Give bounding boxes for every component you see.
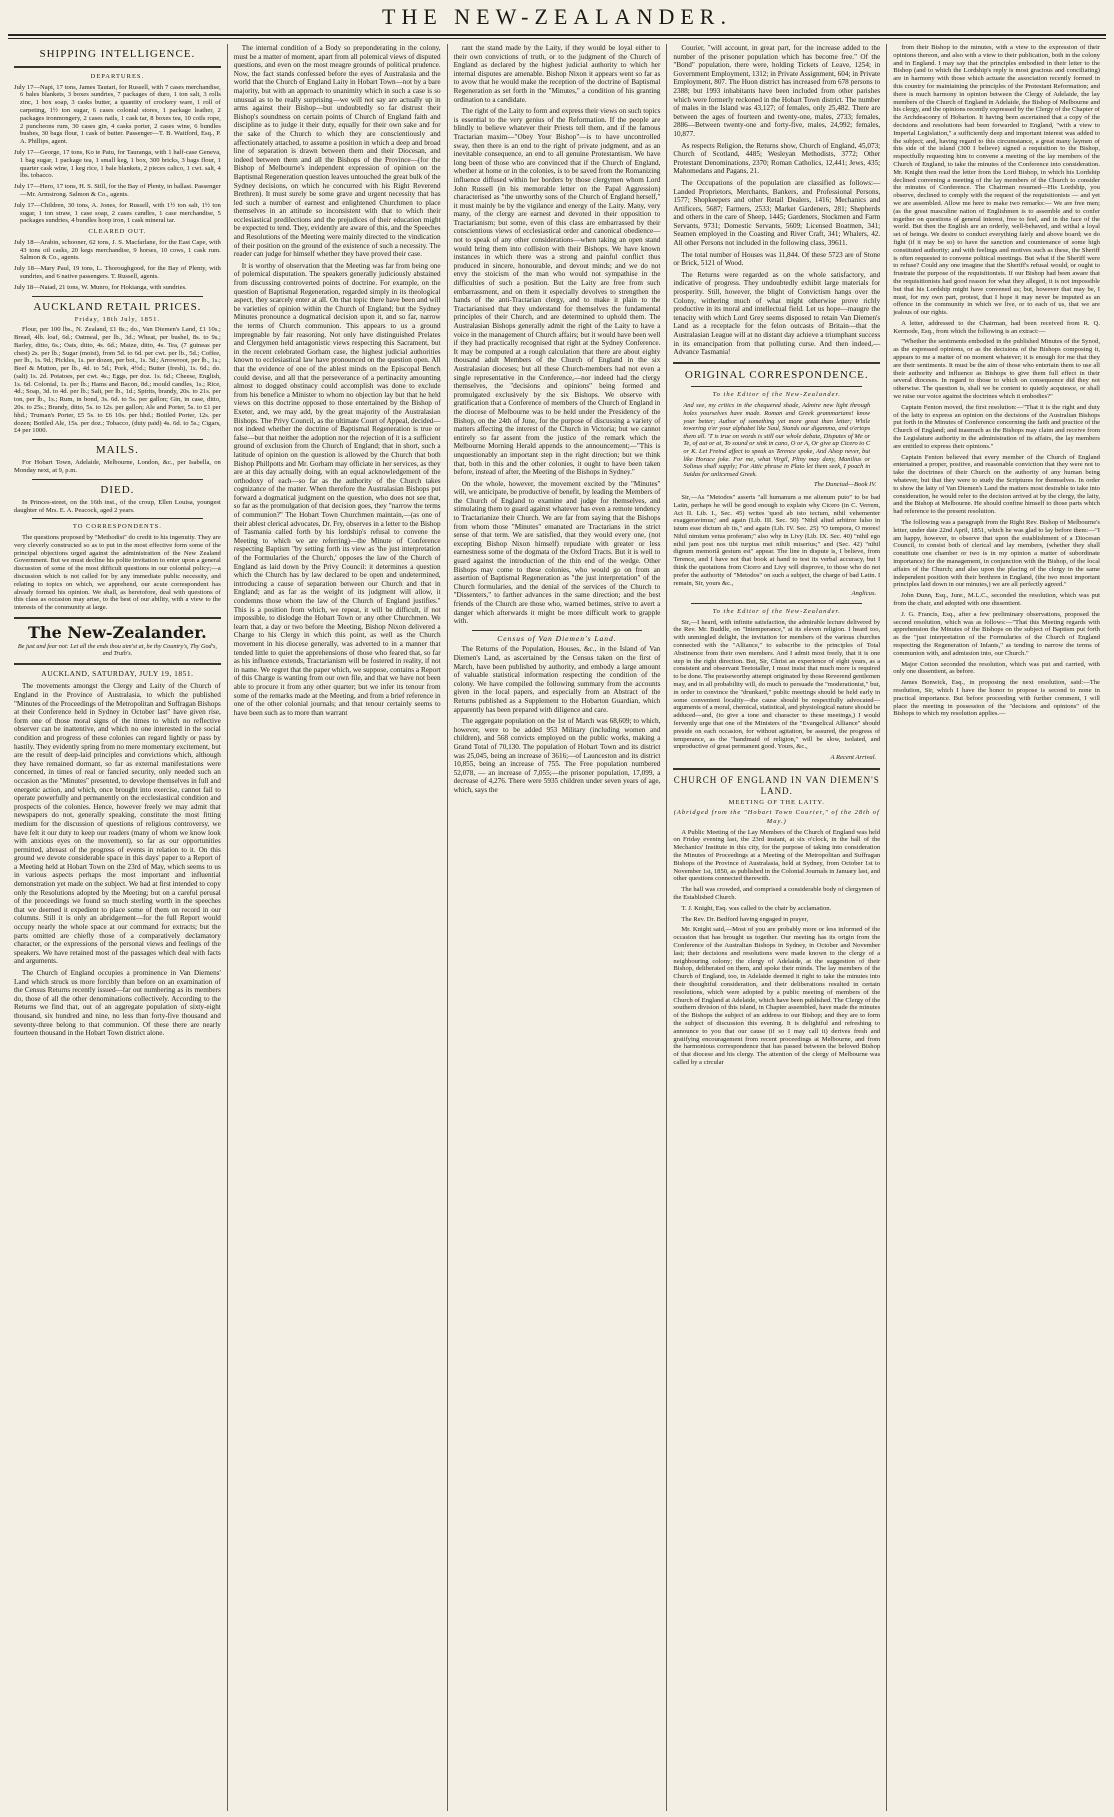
census-paragraph: The aggregate population on the 1st of March was 68,609; to which, however, were to be added 953 Military (including women and children), and 568 convicts employed on the public works, making a Grand Total of 70,130. The population of Hobart Town and its district was 25,045, being an increase of 3616;—of Launceston and its district 10,855, being an increase of 755. The Free population numbered 52,078, — an increase of 7,055;—the prisoner population, 17,099, a decrease of 4,276. There were 5935 children under seven years of age, which, says the	[453, 717, 661, 794]
epigraph-verse: And see, my critics in the chequered shade, Admire new light through holes yourselves have made. Roman and Greek grammarians! know your better; Author of something yet more great than letter; While towering o'er your alphabet like Saul, Stands our digamma, and o'ertops them all. 'T is true on words is still our whole debate, Disputes of Me or Te, of aut or at, To sound or sink in cano, O or A, Or give up Cicero to C or K. Let Freind affect to speak as Terence spoke, And Alsop never, but like Horace joke. For me, what Virgil, Pliny may deny, Manilius or Solinus shall supply; For Attic phrase in Plato let them seek, I poach in Suidas for unlicensed Greek.	[683, 402, 871, 478]
column-1	[8, 44, 228, 1811]
departure-entry: July 17—Napi, 17 tons, James Tautari, for Russell, with 7 cases merchandise, 6 bales blankets, 3 boxes sundries, 7 packages of duro, 1 ton salt, 3 rolls zinc, 1 box soap, 3 casks butter, a quantity of crockery ware, 1 roll of carpeting, 1½ ton sugar, 6 cases colonial stores, 1 package leather, 2 packages ironmongery, 2 cases nails, 1 cask tar, 8 boxes tea, 10 coils rope, 2 puncheons rum, 30 cases gin, 4 casks porter, 2 cases wine, 6 bundles bushes, 30 bags flour, 1 cask of butter. Passenger—T. B. Waitford, Esq., P. A. Phillips, agent.	[14, 83, 221, 146]
leader-paragraph: The internal condition of a Body so preponderating in the colony, must be a matter of moment, apart from all polemical views of disputed questions, and even on the most meagre grounds of political prudence. Now, the fact stands confessed before the eyes of Australasia and the world that the Church of England Laity in Hobart Town—not by a bare majority, but with an approach to unanimity which in such a case is so unusual as to be really surprising—we will not say are actually up in arms against their Bishop—but undoubtedly so far distrust their Bishop's soundness on certain points of Church of England faith and discipline as to judge it their duty, equally for their own sake and for the sake of the Church to which they are conscientiously and affectionately attached, to assume a position in which a deep and broad line of separation is drawn between them and their Diocesan, and indeed between them and all the Bishops of the Province—(for the Bishop of Melbourne's independent expression of opinion on the Baptismal Regeneration question leaves untouched the great bulk of the Sydney decisions, on which he concurred with his Right Reverend Brethren). It must surely be some grave and urgent necessity that has led such a number of earnest and enlightened Churchmen to place themselves in an attitude so inconsistent with that to which their ecclesiastical predilections and the prejudices of their education might be expected to tend. They, evidently are aware of this, and the Speeches and Resolutions of the Meeting were mainly directed to the vindication of their position on the ground of the existence of such a necessity. The reader can judge for himself whether they have proved their case.	[233, 44, 441, 259]
column-2	[228, 44, 448, 1811]
report-paragraph: A letter, addressed to the Chairman, had been received from R. Q. Kermode, Esq., from which the following is an extract:—	[893, 319, 1100, 335]
paper-motto: Be just and fear not: Let all the ends thou aim'st at, be thy Country's, Thy God's, and Truth's.	[17, 643, 217, 658]
masthead: THE NEW-ZEALANDER.	[382, 4, 732, 29]
report-paragraph: Mr. Knight said,—Most of you are probably more or less informed of the occasion that has brought us together. Our meeting has its origin from the Conference of the Australian Bishops in Sydney, in October and November last; their decisions and resolutions were made known to the clergy of a neighbouring colony; the clergy of Adelaide, at the suggestion of their Bishop, deliberated on them, and spoke their minds. The lay members of the Church of England, too, in Adelaide deemed it right to take the minutes into their thoughtful consideration, and their deliberations resulted in certain resolutions, which were adopted by a public meeting of members of the Church of England at Adelaide, which have been published. The Clergy of the southern division of this island, in Chapter assembled, have made the minutes of the Bishops the subject of an address to our Bishop; and they are to form the subject of discussion this evening. It is delightful and refreshing to announce to you that our cause (if so I may call it) derives fresh and gratifying encouragement from recent proceedings at Melbourne, and from the harmonious correspondence that has passed between the beloved Bishop of that diocese and his clergy. The attention of the clergy of Melbourne was called by a circular	[673, 926, 881, 1066]
divider	[32, 439, 203, 440]
letter-body: Sir,—As "Metodos" asserts "all humanum a me alienum puto" to be bad Latin, perhaps he will be good enough to explain why Cicero (in C. Verrem, Act II. Lib. I., Sec. 45) writes 'quod ab isto tectum, nihil vehementer exaggeravimus;' and again (Lib. III. Sec. 50) "Nihil aliud arbitror falso in istum esse dictum ab iis," and again (Lib. IV. Sec. 25) "O tempora, O mores! Nihil nimium vetus proferam;" also why in Livy (Lib. IX. Sec. 40) "nihil ego nihil jam post nos tibi turpius mei nihili miserius;" and (Sec. 42) "nihil dignum memoriâ gestum est" appear. The line in dispute is, I believe, from Terence, and I have not that book at hand to test its verbal accuracy, but I think the quotations from Cicero and Livy will disprove, to those who do not prefer the authority of "Metodos" on such a subject, the charge of bad Latin. I remain, Sir, yours &c.,	[673, 493, 881, 587]
divider	[472, 630, 643, 631]
report-paragraph: "Whether the sentiments embodied in the published Minutes of the Synod, as the expressed opinions, or as the decisions of the Bishops composing it, appears to me a matter of no moment whatever; it is enough for me that they are their sentiments. It must be the aim of those who entertain them to use all their authority and influence as Bishops to give them full effect in their several dioceses. In regard to those to which on consequence did they not otherwise. The question is, shall we be content to quietly acquiesce, or shall we raise our voice against the doctrines which it embodies?"	[893, 338, 1100, 401]
letter-body: Sir,—I heard, with infinite satisfaction, the admirable lecture delivered by the Rev. Mr. Buddle, on "Intemperance," at its eleven religion. I heard too, with unmingled delight, the invitation for members of the various churches connected with the "Alliance," to subscribe to the principles of Total Abstinence from their own members. And I admit most freely, that it is one step in the right direction. But, Sir, Christ an experience of eight years, as a consistent and observant Teetotaller, I must insist that much more is required to be done. The praiseworthy attempt originated by those Reverend gentlemen may, and in all probability will, do much to persuade the "moderationist," but, in order to convince the "drunkard," public meetings should be held early in some convenient locality—the cause should be respectfully advocated—arguments of a moral, chemical, statistical, and physiological nature should be adduced—and, (to give a tone and character to these meetings,) I would fervently urge that one of the Ministers of the "Evangelical Alliance" should preside on each occasion, for without agitation, be assured, the progress of temperance, as the "handmaid of religion," will be slow, isolated, and unproductive of great permanent good. Yours, &c.,	[673, 618, 881, 751]
correspondents-text: The questions proposed by "Methodist" do credit to his ingenuity. They are very cleverly constructed so as to put in the most effective form some of the principal objections urged against the administration of the New Zealand Government. But we must decline his polite invitation to enter upon a general discussion of some of the most difficult questions in our colonial policy;—a discussion which is not called for by any immediate public necessity, and relating to topics on which, we apprehend, our acute correspondent has already formed his opinion. We shall, as heretofore, deal with questions of this class as occasion may arise, to the best of our ability, with a view to the interests of the community at large.	[14, 534, 221, 612]
report-paragraph: The Rev. Dr. Bedford having engaged in prayer,	[681, 915, 809, 923]
divider	[14, 66, 221, 68]
departure-entry: July 17—George, 17 tons, Ko te Patu, for Tauranga, with 1 half-case Geneva, 1 bag sugar, 1 package tea, 1 small keg, 1 box, 300 bricks, 3 bags flour, 1 quarter cask wine, 1 keg rice, 1 bale blankets, 2 pieces calico, 1 cwt. salt, 4 lbs. tobacco.	[14, 148, 221, 180]
divider	[673, 362, 880, 364]
leader-paragraph: The movements amongst the Clergy and Laity of the Church of England in the Province of Australasia, to which the published "Minutes of the Proceedings of the Metropolitan and Suffragan Bishops at their Conference held in Sydney in October last" have given rise, form one of those moral signs of the times to which no reflective observer can be inattentive, and which no one interested in the social condition and progress of these colonies can regard lightly or pass by hastily. They evidently spring from no mere momentary excitement, but are the result of deep-laid principles and convictions which, although they have remained dormant, so far as external manifestations were concerned, in times of real or fancied security, only needed such an occasion as the "Minutes" presented, to develope themselves in full and energetic action, and which, once brought into exercise, cannot fail to operate powerfully and permanently on the ecclesiastical condition and prospects of the colonies. Hence, however freely we may admit that newspapers do not, generally speaking, constitute the most fitting medium for the discussion of questions of religious controversy, we have felt it our duty to keep our readers (many of whom we know look with anxious eyes on the movement), so far as our opportunities permitted, abreast of the progress of events in relation to it. On this ground we devote considerable space in this days' paper to a Report of a Meeting held at Hobart Town on the 23rd of May, which seems to us in various aspects perhaps the most important and influential demonstration yet made on the subject. We had at first intended to copy only the Resolutions adopted by the Meeting; but on a careful perusal of the proceedings we found so much sterling worth in the speeches that we deemed it expedient to place some of them on record in our columns. Still it is only an abridgement—for the full Report would occupy nearly the whole space at our command for extracts; but the parts omitted are chiefly those of a comparatively declamatory character, or the expressions of the personal views and feelings of the speakers. We have retained most of the passages which deal with facts and arguments.	[14, 682, 221, 966]
letter-signature: Anglicus.	[851, 590, 877, 598]
cleared-entry: July 18—Naiad, 21 tons, W. Munro, for Hokianga, with sundries.	[14, 283, 187, 291]
census-paragraph: The total number of Houses was 11,844. Of these 5723 are of Stone or Brick, 5121 of Wood.	[673, 250, 881, 268]
died-heading: DIED.	[100, 483, 135, 496]
divider	[14, 663, 221, 665]
report-paragraph: Major Cotton seconded the resolution, which was put and carried, with only one dissentient, as before.	[893, 660, 1100, 676]
cleared-entry: July 18—Arabin, schooner, 62 tons, J. S. Macfarlane, for the East Cape, with 43 tons oil casks, 20 kegs merchandise, 9 horses, 10 cows, 1 cask rum. Salmon & Co., agents.	[14, 238, 221, 262]
letter-salutation: To the Editor of the New-Zealander.	[712, 608, 841, 616]
census-paragraph: As respects Religion, the Returns show, Church of England, 45,073; Church of Scotland, 4485; Wesleyan Methodists, 3772; Other Protestant Denominations, 2370; Roman Catholics, 12,441; Jews, 435; Mahomedans and Pagans, 21.	[673, 141, 881, 176]
letter-salutation: To the Editor of the New-Zealander.	[712, 390, 841, 398]
departure-entry: July 17—Hero, 17 tons, H. S. Still, for the Bay of Plenty, in ballast. Passenger—Mr. Armstrong. Salmon & Co., agents.	[14, 183, 221, 198]
census-paragraph: The Returns were regarded as on the whole satisfactory, and indicative of progress. They undoubtedly exhibit large materials for prosperity. Still, however, the blight of Convictism hangs over the Colony, withering much of what might otherwise prove richly productive in its moral and intellectual field. Let us hope—maugre the tenacity with which Lord Grey seems disposed to retain Van Diemen's Land as a receptacle for the felon outcasts of Britain—that the Australasian League will at no distant day achieve a triumphant success in its emancipation from that polluting curse. And then indeed,—Advance Tasmania!	[673, 270, 881, 357]
paper-dateline: AUCKLAND, SATURDAY, JULY 19, 1851.	[41, 668, 194, 678]
divider	[673, 768, 880, 770]
census-paragraph: The Occupations of the population are classified as follows:—Landed Proprietors, Merchants, Bankers, and Professional Persons, 1577; Shopkeepers and other Retail Dealers, 1416; Mechanics and Artificers, 5687; Farmers, 2533; Market Gardeners, 281; Shepherds and others in the care of Sheep, 1445; Gardeners, Stockmen and Farm Servants, 9731; Domestic Servants, 5609; Licensed Boatmen, 341; Seamen employed in the Coasting and River Craft, 341; Whalers, 42. All other Persons not included in the following class, 39611.	[673, 178, 881, 248]
divider	[32, 296, 203, 297]
report-paragraph: A Public Meeting of the Lay Members of the Church of England was held on Friday evening last, the 23rd instant, at six o'clock, in the hall of the Mechanics' Institute in this city, for the purpose of taking into consideration the Minutes of Proceedings at a Meeting of the Metropolitan and Suffragan Bishops of the Province of Australasia, held at Sydney, from October 1st to November 1st, 1850, as published in the Colonial Journals in January last, and other questions connected therewith.	[673, 828, 881, 883]
report-paragraph: J. G. Francis, Esq., after a few preliminary observations, proposed the second resolution, which was as follows:—"That this Meeting regards with apprehension the Minutes of the Bishops on the subject of Baptism put forth as the "just interpretation of the Formularies of the Church of England respecting the Regeneration of Infants," as tending to narrow the terms of communion with, and admission into, our Church."	[893, 610, 1100, 657]
died-text: In Princes-street, on the 16th inst., of the croup, Ellen Louisa, youngest daughter of Mrs. E. A. Peacock, aged 2 years.	[14, 498, 221, 514]
census-paragraph: Courier, "will account, in great part, for the increase added to the number of the prisoner population which has become free." Of the "Bond" population, there were, holding Tickets of Leave, 1254; in Government Employment, 1312; in Private Assignment, 604; in Private Employment, 807. The Huon district has increased from 678 persons to 2388; but 1993 inhabitants have been included from other parishes which were formerly reckoned in the Hobart Town district. The number of males in the Island was 43,127; of females, only 25,482. There are between the ages of fourteen and twenty-one, males, 2733; females, 2886—Between twenty-one and forty-five, males, 24,992; females, 10,877.	[673, 44, 881, 138]
report-paragraph: from their Bishop to the minutes, with a view to the expression of their opinions thereon, and also with a view to their publication, both in the colony and in England. I may say that the principles embodied in their letter to the Bishop (and to which the Lordship's reply is most gracious and conciliating) are in harmony with those which actuate the association recently formed in this country for maintaining the principles of the Protestant Reformation; and there is much harmony in opinion between the Clergy of Adelaide, the lay members of the Church of England in Adelaide, the Bishop of Melbourne and his clergy, and the opinions recently expressed by the Clergy of the Chapter of the Archdeaconry of Hobarton. It having been ascertained that a copy of the decisions and resolutions had been forwarded to England, "with a view to Imperial Legislation," a sufficiently deep and important interest was added to the subject; and, having regard to this circumstance, a great many laymen of this side of the island (300 I believe) signed a requisition to the Bishop, respectfully requesting him to convene a meeting of the lay members of the Church of England, to take the minutes of the Conference into consideration. Mr. Knight then read the letter from the Lord Bishop, in which his Lordship declined convening a meeting of the lay members of the Church to consider the minutes of Conference. The Chairman resumed—His Lordship, you observe, declined to comply with the request of the requisitionists — and yet we are assembled. Allow me here to make two remarks:— We are free men; (as the great masculine nation of Englishmen is to assemble and to confer together on questions of general interest, free to feel, and in the face of the world. But then the English are an orderly, well-behaved, and withal a loyal set of beings. We desire to conduct everything fairly and above board; we do fight (if it may be so) to have the sanction and countenance of some high constituted authority; and with feelings and motives such as these, the Sheriff is often requested to convene political meetings. But what if the Sheriff were to refuse? Could any one imagine that the Sheriff's refusal would, or ought to frustrate the purpose of the requisitionists. If our Bishop had been aware that the requisitionists had good reason for what they alleged, it is not impossible but that his Lordship might have convened us; but, however that may be, I must, for my own part, protest, that I hope it may never be imputed as an offence in the community in which we live, or to each of us, that we are jealous of our rights.	[893, 44, 1100, 317]
correspondents-heading: TO CORRESPONDENTS.	[72, 523, 162, 531]
letter-signature: A Recent Arrival.	[830, 754, 877, 762]
cleared-entry: July 18—Mary Paul, 19 tons, L. Thoroughgood, for the Bay of Plenty, with sundries, and 6 native passengers. T. Russell, agents.	[14, 265, 221, 280]
prices-text: Flour, per 100 lbs., N. Zealand, £1 8s.; do., Van Diemen's Land, £1 10s.; Bread, 4lb. loaf, 6d.; Oatmeal, per lb., 3d.; Wheat, per bushel, 8s. to 9s.; Barley, ditto, 6s.; Oats, ditto, 4s. 6d.; Maize, ditto, 4s. Tea, (7 guineas per chest) 2s. per lb.; Sugar (moist), from 5d. to 6d. per cwt. per lb., 5d.; Coffee, per lb., 1s. 9d.; Pickles, 1s. per dozen, per bot., 1s. 3d.; Arrowroot, per lb., 1s.; Beef & Mutton, per lb., 4d. to 5d.; Pork, 4½d.; Butter (fresh), 1s. 6d.; do. (salt) 1s. 2d. Potatoes, per cwt. 4s.; Eggs, per doz. 1s. 6d.; Cheese, English, 1s. 6d. Colonial, 1s. per lb.; Hams and Bacon, 8d.; mould candles, 1s.; Rice, 4d.; Soap, 3d. to 4d. per lb.; Salt, per lb., 1d.; Spirits, brandy, 20s. to 21s. per ton, per lb., 1s.; Rum, in bond, 3s. 6d. to 5s. per gallon; Gin, in case, ditto, 20s. to 25s.; Brandy, ditto, 5s. to 12s. per gallon; Ale and Porter, 5s. to £1 per hhd.; Truman's Porter, £5 5s. to £6 10s. per hhd.; Bottled Porter, 12s. per dozen; Bottled Ale, 15s. per doz.; Tobacco, (duty paid) 4s. 6d. to 5s.; Cigars, £4 per 1000.	[14, 326, 221, 435]
church-heading: CHURCH OF ENGLAND IN VAN DIEMEN'S LAND.	[673, 774, 880, 796]
cleared-label: CLEARED OUT.	[88, 228, 147, 236]
masthead-rule	[8, 34, 1106, 36]
shipping-heading: SHIPPING INTELLIGENCE.	[39, 48, 196, 60]
leader-paragraph: The Church of England occupies a prominence in Van Diemens' Land which struck us more forcibly than before on an examination of the Census Returns recently issued—far out numbering as its members do, those of all the other denominations collectively. According to the Returns we find that, out of an aggregate population of sixty-eight thousand, six hundred and nine, no less than forty-five thousand and seventy-three belong to that communion. Of these there are nearly fourteen thousand in the Hobart Town district alone.	[14, 969, 221, 1038]
columns	[8, 44, 1106, 1811]
divider	[32, 479, 203, 480]
leader-paragraph: On the whole, however, the movement excited by the "Minutes" will, we anticipate, be productive of benefit, by leading the Members of the Church of England to examine and judge for themselves, and stimulating them to guard against whatever has even a remote tendency to Tractarianize their Church. We are far from saying that the Bishops from whom those "Minutes" emanated are Tractarians in the strict sense of that term. We are satisfied, that they would every one, (not excepting Bishop Nixon himself) repudiate with greater or less earnestness some of the dogmata of the Oxford Tracts. But it is well to guard against the introduction of the thin end of the wedge. Other Bishops may come to these colonies, who would go on from an assertion of Baptismal Regeneration as "the just interpretation" of the Church formularies, and the denial of the services of the Church to "Dissenters," to farther advances in the same direction; and the best friends of the Church are those who, warned betimes, strive to avert a danger which afterwards it might be more difficult work to grapple with.	[453, 479, 661, 626]
departure-entry: July 17—Children, 30 tons, A. Jones, for Russell, with 1½ ton salt, 1½ ton sugar, 1 ton straw, 1 case soap, 2 cases candles, 1 case merchandise, 5 packages sundries, 4 bundles hoop iron, 1 cask mineral tar.	[14, 201, 221, 225]
church-subheading: MEETING OF THE LAITY.	[728, 798, 825, 806]
divider	[32, 518, 203, 519]
divider	[691, 603, 862, 604]
report-paragraph: Captain Fenton moved, the first resolution:—"That it is the right and duty of the laity to express an opinion on the decisions of the Australian Bishops put forth in the Minutes of Conference concerning the faith and practice of the Church of England; and inasmuch as the Bishops may claim and receive from the Legislature authority in the administration of its affairs, the lay members are entitled to express their opinions."	[893, 403, 1100, 450]
prices-date: Friday, 18th July, 1851.	[74, 315, 161, 323]
report-paragraph: James Bonwick, Esq., in proposing the next resolution, said:—The resolution, Sir, which I have the honor to propose is second to none in practical importance. But before proceeding with further comment, I will place the meeting in possession of the "decisions and opinions" of the Bishops to which my resolution applies.—	[893, 679, 1100, 718]
divider	[14, 617, 221, 619]
church-note: (Abridged from the "Hobart Town Courier," of the 28th of May.)	[673, 809, 880, 825]
report-paragraph: Captain Fenton believed that every member of the Church of England entertained a proper, positive, and reasonable conviction that they were not to take the doctrines of their Church on the authority of any human being whatever, but that they were to study the Scriptures for themselves. In order to show the laity of Van Diemen's Land the matters most desirable to take into consideration, he would refer to the decision arrived at by the clergy, the laity, and the Bishop at Melbourne. He should confine himself to those parts which had reference to the present resolution.	[893, 453, 1100, 516]
column-4	[667, 44, 887, 1811]
census-paragraph: The Returns of the Population, Houses, &c., in the Island of Van Diemen's Land, as ascertained by the Census taken on the first of March, have been published by authority, and embody a large amount of valuable statistical information respecting the condition of the colony. We have compiled the following summary from the accounts given in the local papers, and especially from an Abstract of the Returns published as a Supplement to the Hobarton Guardian, which apparently has been prepared with diligence and care.	[453, 645, 661, 714]
leader-paragraph: rant the stand made by the Laity, if they would be loyal either to their own convictions of truth, or to the judgment of the Church of England as declared by the highest judicial authority to which her internal disputes are amenable. Bishop Nixon it appears went so far as to avow that he would make the reception of the doctrine of Baptismal Regeneration as set forth in the "Minutes," a condition of his granting ordination to a candidate.	[453, 44, 661, 104]
report-paragraph: T. J. Knight, Esq. was called to the chair by acclamation.	[681, 904, 832, 912]
leader-paragraph: The right of the Laity to form and express their views on such topics is essential to the very genius of the Reformation. If the people are blindly to believe whatever their Priests tell them, and if the famous Tractarian maxim—"Obey Your Bishop"—is to have uncontrolled sway, then there is an end to the right of private judgment, and as an inevitable consequence, an end to all genuine Protestantism. We have long been of those who are convinced that if the Church of England, whether at home or in the colonies, is to be saved from the Romanizing influence diffused within her borders by those clergymen whom Lord John Russell (in his memorable letter on the Papal Aggression) characterised as "the unworthy sons of the Church of England herself," it must mainly be by the vigilance and energy of the Laity. Many, very many, of the clergy are earnest and devoted in their opposition to Tractarianism; but some, even of this class are embarrassed by their conscientious views of ecclesiastical order and canonical obedience—not to speak of any other considerations—when taking an open stand would bring them into collision with their Bishops. We have known instances in which there was a strong and painful conflict thus produced in sincere, honourable, and devout minds; and we do not envy the stoicism of the man who would not sympathise in the difficulties of such a position. But the Laity are free from such embarrassment, and on them it especially devolves to strengthen the hands of the anti-Tractarian clergy, and to make it plain to the Tractarianised that they understand for themselves the fundamental principles of their Church, and are determined to uphold them. The Australasian Bishops generally admit the right of the Laity to have a voice in the management of Church affairs; but it would have been well if they had practically recognised that right at the Sydney Conference. It may be computed at a rough calculation that there are about eighty thousand adult Members of the Church of England in the six Australasian dioceses; but all these Church-members had not even a single representative in the Conference,—nor indeed had the clergy themselves, the "decisions and opinions" being formed and promulgated exclusively by the six Bishops. We observe with gratification that a Conference of members of the Church of England in the diocese of Melbourne was to be held under the Presidency of the Bishop, on the 24th of June, for the purpose of discussing a variety of matters affecting the interest of the Church in Victoria; but we cannot entirely so far assent from the justice of the remark which the Melbourne Morning Herald appends to the announcement;—"This is unquestionably an important step in the right direction; but we think that, both in this and the other colonies, it ought to have been taken before, instead of after, the Meeting of the Bishops in Sydney."	[453, 107, 661, 477]
divider	[691, 386, 862, 387]
report-paragraph: The hall was crowded, and comprised a considerable body of clergymen of the Established Church.	[673, 886, 881, 901]
report-paragraph: John Dunn, Esq., Junr., M.L.C., seconded the resolution, which was put from the chair, and adopted with one dissentient.	[893, 592, 1100, 607]
report-paragraph: The following was a paragraph from the Right Rev. Bishop of Melbourne's letter, under date 22nd April, 1851, which he was glad to lay before them:—"I am happy, however, to observe that upon the establishment of a Diocesan Council, to consist both of clerical and lay members, (whether they shall constitute one chamber or two is in my opinion a matter of subordinate importance) for the management, in conjunction with the Bishop, of the local affairs of the Church; and also upon the placing of the clergy in the same independent position with their brethren in England, (the two most important principles laid down in our minutes,) we are all perfectly agreed."	[893, 519, 1100, 589]
mails-text: For Hobart Town, Adelaide, Melbourne, London, &c., per Isabella, on Monday next, at 9, p.m.	[14, 459, 221, 475]
prices-heading: AUCKLAND RETAIL PRICES.	[33, 300, 202, 313]
column-5	[887, 44, 1106, 1811]
correspondence-heading: ORIGINAL CORRESPONDENCE.	[684, 368, 869, 381]
departures-label: DEPARTURES.	[90, 73, 145, 80]
column-3	[448, 44, 668, 1811]
masthead-rule-thin	[8, 38, 1106, 39]
mails-heading: MAILS.	[95, 444, 139, 457]
leader-paragraph: It is worthy of observation that the Meeting was far from being one of polemical disputation. The speakers generally judiciously abstained from discussing controverted points of doctrine. For example, on the question of Baptismal Regeneration, regarded simply in its theological aspect, they scarcely enter at all. On that topic there have been and will be varieties of opinion within the Church of England; but the Sydney Minutes pronounce a dogmatical decision upon it, and so far, narrow the terms of Church communion. This appears to us a ground impregnable by fair reasoning. Not only have distinguished Prelates and Clergymen held antagonistic views respecting this Sacrament, but in the recent celebrated Gorham case, the highest judicial authorities known to ecclesiastical law have pronounced on the question open. All that the evidence of one of the ablest minds on the Episcopal Bench could devise, and all that the perseverance of a pertinacity amounting almost to dogged obstinacy could accomplish was done to exclude from his benefice a Minister to whom no objection lay but that he held views on this doctrine opposed to those entertained by the Bishop of Exeter, and, we may add, by the great majority of the Australasian Bishops. The Privy Council, as the ultimate Court of Appeal, decided—not indeed whether the doctrine of Baptismal Regeneration is true or false—but that neither the adoption nor the rejection of it is a sufficient ground of exclusion from the Church of England; that in short, such a latitude of opinion on the question is allowed by the Church that both Bishop Phillpotts and Mr. Gorham may officiate in her services, as they are at this day actually doing, with an equal acknowledgement of the orthodoxy of each—so far as the authority of the Church takes cognizance of the matter. When therefore the Australasian Bishops put forward a dogmatical judgment on the question, who does not see that, so far as the promulgation of that decision goes, they "narrow the terms of communion?" The Hobart Town Churchmen maintain,—(as one of their ablest clerical advocates, Dr. Fry, observes in a letter to the Bishop of Tasmania called forth by his lordship's refusal to convene the Meeting to which we are referring)—the Minute of Conference respecting Baptism "by setting forth its view as 'the just interpretation of the Formularies of the Church,' opposes the law of the Church of England as laid down by the Privy Council: it determines a question which the Church has by law declared to be open and undetermined, introducing a cause of separation between our Church and that in England; and as far as the weight of its judgment will allow, it condemns those whom the law of the Church of England justifies." This is a position from which, we repeat, it will be difficult, if not impossible, to dislodge the Hobart Town or any other Churchmen. We learn that, a day or two before the Meeting, Bishop Nixon delivered a Charge to his Clergy in which this point, as well as the Church movement in his diocese generally, was adverted to in a manner that tended little to quiet the apprehensions of those who feared that, so far as his influence extends, Tractarianism will be fostered in reality, if not in name. We regret that the paper which, we suppose, contains a Report of this Charge is wanting from our own file, and that we have not been able to procure it from any other quarter; but we infer its tenour from some of the remarks made at the Meeting, and from a brief reference in one of the other colonial journals; and that tenour certainly seems to have been such as to more than warrant	[233, 261, 441, 717]
paper-nameplate: The New-Zealander.	[28, 623, 207, 643]
census-heading: Census of Van Diemen's Land.	[497, 633, 617, 643]
verse-source: The Dunciad—Book IV.	[813, 481, 877, 489]
